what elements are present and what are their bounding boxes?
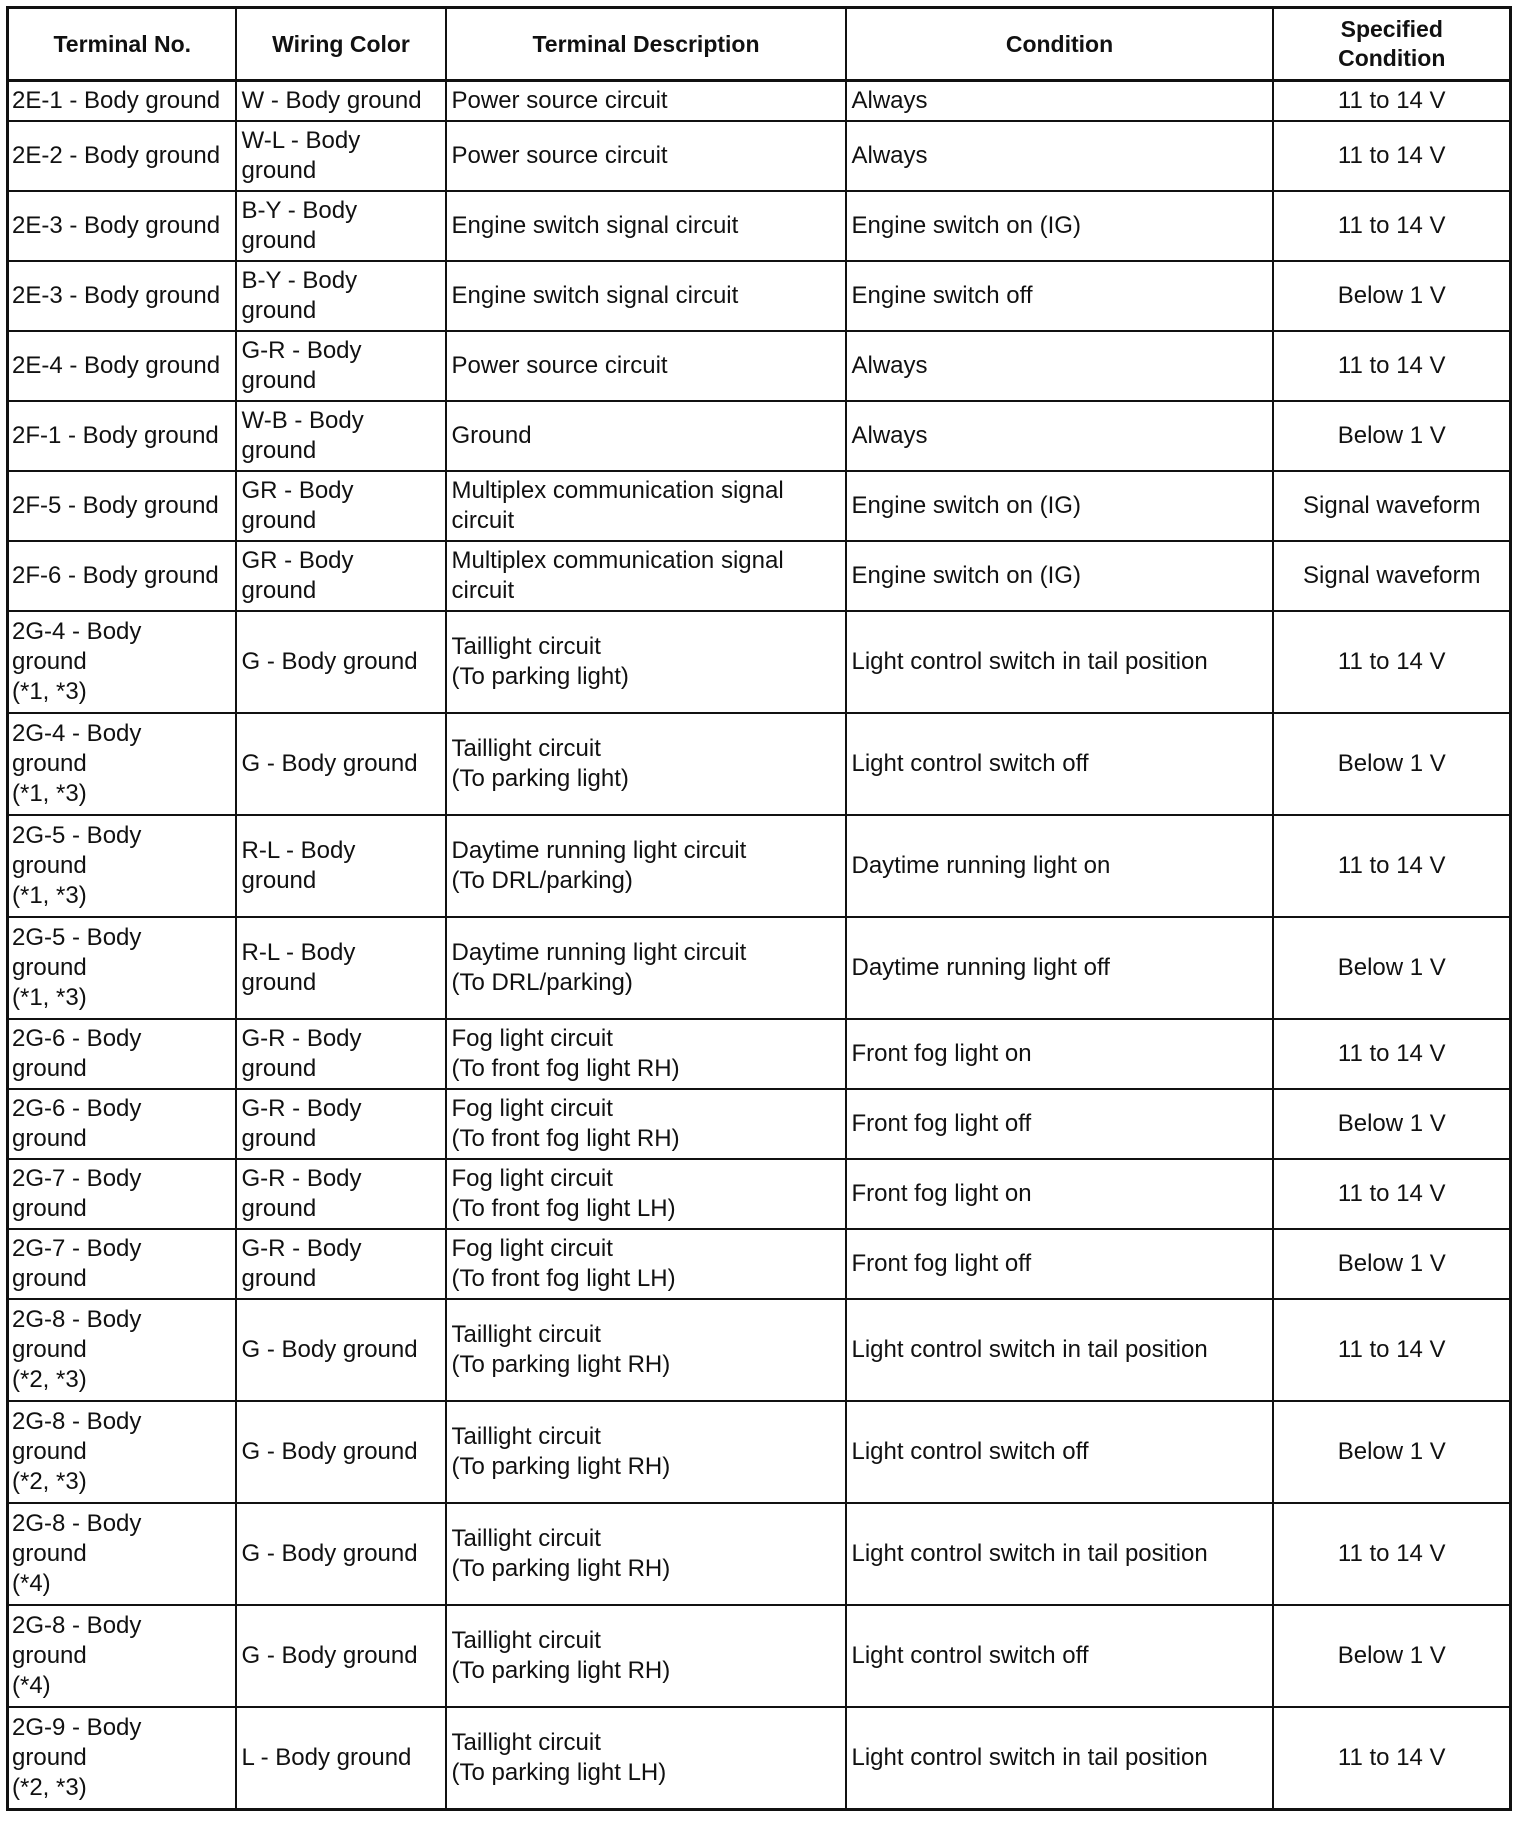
wiring-color-cell: G - Body ground [236, 713, 446, 815]
terminal-no-cell: 2G-8 - Body ground (*2, *3) [8, 1401, 236, 1503]
terminal-description-cell: Power source circuit [446, 331, 846, 401]
terminal-no-cell: 2G-6 - Body ground [8, 1089, 236, 1159]
condition-cell: Light control switch in tail position [846, 1707, 1273, 1810]
condition-cell: Daytime running light on [846, 815, 1273, 917]
table-row [8, 261, 1511, 331]
table-row [8, 1019, 1511, 1089]
specified-condition-cell: 11 to 14 V [1273, 1299, 1511, 1401]
wiring-color-cell: GR - Body ground [236, 541, 446, 611]
terminal-description-cell: Engine switch signal circuit [446, 191, 846, 261]
table-row [8, 1089, 1511, 1159]
condition-cell: Front fog light off [846, 1229, 1273, 1299]
header-row [8, 8, 1511, 81]
specified-condition-cell: 11 to 14 V [1273, 1019, 1511, 1089]
terminal-no-cell: 2G-5 - Body ground (*1, *3) [8, 917, 236, 1019]
terminal-description-cell: Multiplex communication signal circuit [446, 541, 846, 611]
wiring-color-cell: W-B - Body ground [236, 401, 446, 471]
table-row [8, 713, 1511, 815]
table-row [8, 1605, 1511, 1707]
terminal-description-cell: Taillight circuit (To parking light RH) [446, 1401, 846, 1503]
table-row [8, 1299, 1511, 1401]
condition-cell: Light control switch in tail position [846, 1503, 1273, 1605]
terminal-description-cell: Taillight circuit (To parking light) [446, 713, 846, 815]
wiring-color-cell: G-R - Body ground [236, 1089, 446, 1159]
condition-cell: Light control switch in tail position [846, 611, 1273, 713]
wiring-color-cell: G - Body ground [236, 611, 446, 713]
terminal-no-cell: 2G-8 - Body ground (*4) [8, 1605, 236, 1707]
terminal-description-cell: Daytime running light circuit (To DRL/parking) [446, 815, 846, 917]
table-row [8, 917, 1511, 1019]
table-row [8, 331, 1511, 401]
header-specified-condition: Specified Condition [1273, 8, 1511, 81]
specified-condition-cell: Below 1 V [1273, 1229, 1511, 1299]
terminal-description-cell: Fog light circuit (To front fog light LH) [446, 1229, 846, 1299]
terminal-no-cell: 2E-1 - Body ground [8, 81, 236, 122]
table-row [8, 815, 1511, 917]
wiring-color-cell: G - Body ground [236, 1503, 446, 1605]
wiring-color-cell: G - Body ground [236, 1299, 446, 1401]
terminal-no-cell: 2E-3 - Body ground [8, 191, 236, 261]
condition-cell: Always [846, 81, 1273, 122]
wiring-color-cell: G-R - Body ground [236, 1229, 446, 1299]
terminal-no-cell: 2G-7 - Body ground [8, 1229, 236, 1299]
condition-cell: Always [846, 331, 1273, 401]
terminal-description-cell: Taillight circuit (To parking light RH) [446, 1605, 846, 1707]
header-wiring-color: Wiring Color [236, 8, 446, 81]
terminal-description-cell: Daytime running light circuit (To DRL/parking) [446, 917, 846, 1019]
terminal-description-cell: Power source circuit [446, 121, 846, 191]
table-row [8, 401, 1511, 471]
specified-condition-cell: Below 1 V [1273, 1401, 1511, 1503]
terminal-no-cell: 2G-5 - Body ground (*1, *3) [8, 815, 236, 917]
table-row [8, 1503, 1511, 1605]
specified-condition-cell: 11 to 14 V [1273, 331, 1511, 401]
wiring-color-cell: G-R - Body ground [236, 1019, 446, 1089]
terminal-voltage-table [6, 6, 1512, 1811]
specified-condition-cell: Signal waveform [1273, 471, 1511, 541]
table-row [8, 191, 1511, 261]
terminal-description-cell: Ground [446, 401, 846, 471]
header-terminal-description: Terminal Description [446, 8, 846, 81]
terminal-description-cell: Taillight circuit (To parking light) [446, 611, 846, 713]
condition-cell: Light control switch off [846, 1401, 1273, 1503]
wiring-color-cell: G-R - Body ground [236, 1159, 446, 1229]
table-row [8, 121, 1511, 191]
terminal-no-cell: 2F-6 - Body ground [8, 541, 236, 611]
condition-cell: Front fog light on [846, 1019, 1273, 1089]
condition-cell: Light control switch in tail position [846, 1299, 1273, 1401]
wiring-color-cell: G - Body ground [236, 1401, 446, 1503]
terminal-no-cell: 2G-8 - Body ground (*2, *3) [8, 1299, 236, 1401]
terminal-no-cell: 2G-4 - Body ground (*1, *3) [8, 611, 236, 713]
condition-cell: Engine switch on (IG) [846, 471, 1273, 541]
table-body [8, 81, 1511, 1810]
specified-condition-cell: Below 1 V [1273, 261, 1511, 331]
condition-cell: Always [846, 401, 1273, 471]
specified-condition-cell: Below 1 V [1273, 713, 1511, 815]
specified-condition-cell: Below 1 V [1273, 917, 1511, 1019]
terminal-no-cell: 2F-5 - Body ground [8, 471, 236, 541]
terminal-description-cell: Taillight circuit (To parking light RH) [446, 1299, 846, 1401]
terminal-no-cell: 2E-3 - Body ground [8, 261, 236, 331]
table-row [8, 1401, 1511, 1503]
header-terminal-no: Terminal No. [8, 8, 236, 81]
table-row [8, 1159, 1511, 1229]
terminal-no-cell: 2G-7 - Body ground [8, 1159, 236, 1229]
wiring-color-cell: GR - Body ground [236, 471, 446, 541]
table-row [8, 1707, 1511, 1810]
wiring-color-cell: B-Y - Body ground [236, 261, 446, 331]
table-row [8, 81, 1511, 122]
terminal-description-cell: Power source circuit [446, 81, 846, 122]
wiring-color-cell: G - Body ground [236, 1605, 446, 1707]
condition-cell: Daytime running light off [846, 917, 1273, 1019]
condition-cell: Engine switch off [846, 261, 1273, 331]
condition-cell: Front fog light off [846, 1089, 1273, 1159]
terminal-no-cell: 2G-8 - Body ground (*4) [8, 1503, 236, 1605]
terminal-no-cell: 2E-4 - Body ground [8, 331, 236, 401]
specified-condition-cell: 11 to 14 V [1273, 81, 1511, 122]
wiring-color-cell: B-Y - Body ground [236, 191, 446, 261]
specified-condition-cell: Below 1 V [1273, 1605, 1511, 1707]
terminal-description-cell: Taillight circuit (To parking light RH) [446, 1503, 846, 1605]
terminal-description-cell: Fog light circuit (To front fog light LH) [446, 1159, 846, 1229]
terminal-description-cell: Multiplex communication signal circuit [446, 471, 846, 541]
specified-condition-cell: 11 to 14 V [1273, 815, 1511, 917]
header-condition: Condition [846, 8, 1273, 81]
table-row [8, 471, 1511, 541]
terminal-no-cell: 2G-9 - Body ground (*2, *3) [8, 1707, 236, 1810]
specified-condition-cell: 11 to 14 V [1273, 1503, 1511, 1605]
terminal-no-cell: 2G-6 - Body ground [8, 1019, 236, 1089]
specified-condition-cell: 11 to 14 V [1273, 1159, 1511, 1229]
wiring-color-cell: R-L - Body ground [236, 917, 446, 1019]
specified-condition-cell: 11 to 14 V [1273, 121, 1511, 191]
condition-cell: Always [846, 121, 1273, 191]
specified-condition-cell: 11 to 14 V [1273, 1707, 1511, 1810]
terminal-no-cell: 2G-4 - Body ground (*1, *3) [8, 713, 236, 815]
terminal-description-cell: Engine switch signal circuit [446, 261, 846, 331]
terminal-description-cell: Fog light circuit (To front fog light RH) [446, 1019, 846, 1089]
terminal-description-cell: Fog light circuit (To front fog light RH) [446, 1089, 846, 1159]
wiring-color-cell: L - Body ground [236, 1707, 446, 1810]
wiring-color-cell: W-L - Body ground [236, 121, 446, 191]
specified-condition-cell: Below 1 V [1273, 1089, 1511, 1159]
specified-condition-cell: Below 1 V [1273, 401, 1511, 471]
table-row [8, 611, 1511, 713]
wiring-color-cell: R-L - Body ground [236, 815, 446, 917]
condition-cell: Light control switch off [846, 713, 1273, 815]
condition-cell: Engine switch on (IG) [846, 191, 1273, 261]
condition-cell: Light control switch off [846, 1605, 1273, 1707]
specified-condition-cell: Signal waveform [1273, 541, 1511, 611]
terminal-description-cell: Taillight circuit (To parking light LH) [446, 1707, 846, 1810]
condition-cell: Engine switch on (IG) [846, 541, 1273, 611]
specified-condition-cell: 11 to 14 V [1273, 611, 1511, 713]
terminal-no-cell: 2E-2 - Body ground [8, 121, 236, 191]
specified-condition-cell: 11 to 14 V [1273, 191, 1511, 261]
wiring-color-cell: W - Body ground [236, 81, 446, 122]
wiring-color-cell: G-R - Body ground [236, 331, 446, 401]
condition-cell: Front fog light on [846, 1159, 1273, 1229]
terminal-no-cell: 2F-1 - Body ground [8, 401, 236, 471]
table-row [8, 541, 1511, 611]
table-row [8, 1229, 1511, 1299]
